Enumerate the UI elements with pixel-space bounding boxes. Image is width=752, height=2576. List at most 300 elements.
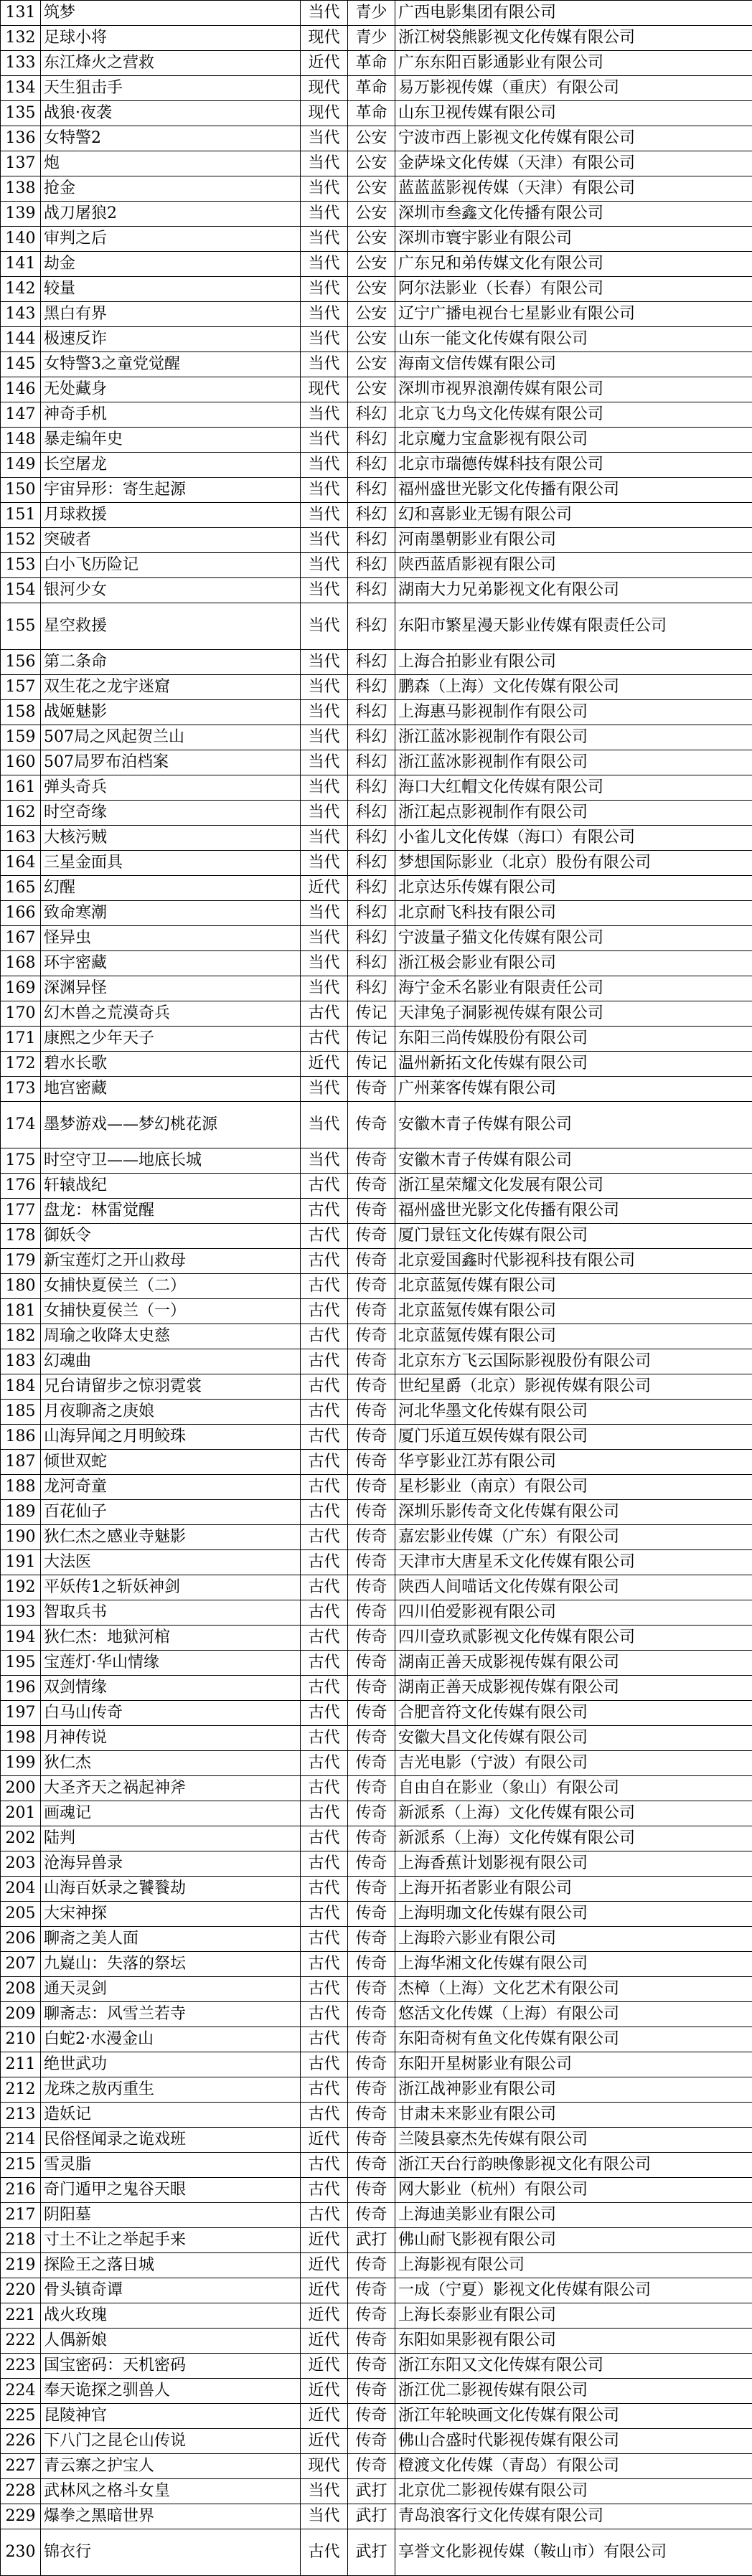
table-row (1, 826, 752, 851)
row-number: 211 (1, 2052, 41, 2077)
era-cell: 近代 (301, 876, 348, 901)
film-title: 龙珠之敖丙重生 (41, 2077, 301, 2103)
film-title: 画魂记 (41, 1801, 301, 1826)
film-title: 幻木兽之荒漠奇兵 (41, 1001, 301, 1027)
row-number: 177 (1, 1199, 41, 1224)
genre-cell: 传奇 (348, 1701, 395, 1726)
era-cell: 古代 (301, 1826, 348, 1851)
genre-cell: 公安 (348, 227, 395, 252)
row-number: 190 (1, 1525, 41, 1550)
company-cell: 厦门乐道互娱传媒有限公司 (395, 1425, 752, 1450)
genre-cell: 传奇 (348, 1274, 395, 1299)
genre-cell: 传奇 (348, 1927, 395, 1952)
table-row (1, 1374, 752, 1400)
genre-cell: 传奇 (348, 1349, 395, 1374)
table-row (1, 1927, 752, 1952)
table-row (1, 1701, 752, 1726)
company-cell: 青岛浪客行文化传媒有限公司 (395, 2504, 752, 2529)
film-title: 沧海异兽录 (41, 1851, 301, 1877)
era-cell: 古代 (301, 2153, 348, 2178)
row-number: 198 (1, 1726, 41, 1751)
film-title: 劫金 (41, 252, 301, 277)
row-number: 193 (1, 1600, 41, 1626)
row-number: 154 (1, 578, 41, 603)
genre-cell: 武打 (348, 2479, 395, 2504)
genre-cell: 传奇 (348, 1400, 395, 1425)
company-cell: 阿尔法影业（长春）有限公司 (395, 277, 752, 302)
row-number: 152 (1, 528, 41, 553)
film-title: 爆拳之黑暗世界 (41, 2504, 301, 2529)
era-cell: 近代 (301, 2303, 348, 2329)
row-number: 229 (1, 2504, 41, 2529)
era-cell: 古代 (301, 1374, 348, 1400)
company-cell: 四川壹玖贰影视文化传媒有限公司 (395, 1626, 752, 1651)
era-cell: 古代 (301, 1425, 348, 1450)
era-cell: 古代 (301, 1299, 348, 1324)
company-cell: 幻和喜影业无锡有限公司 (395, 503, 752, 528)
genre-cell: 传奇 (348, 1199, 395, 1224)
company-cell: 浙江东阳又文化传媒有限公司 (395, 2354, 752, 2379)
table-row (1, 26, 752, 51)
era-cell: 当代 (301, 327, 348, 352)
era-cell: 古代 (301, 1475, 348, 1500)
film-title: 怪异虫 (41, 926, 301, 951)
company-cell: 浙江天台行韵映像影视文化有限公司 (395, 2153, 752, 2178)
era-cell: 古代 (301, 1550, 348, 1575)
genre-cell: 传奇 (348, 1600, 395, 1626)
table-row (1, 2002, 752, 2027)
company-cell: 北京爱国鑫时代影视科技有限公司 (395, 1249, 752, 1274)
genre-cell: 传奇 (348, 1676, 395, 1701)
film-title: 战狼·夜袭 (41, 101, 301, 126)
era-cell: 现代 (301, 101, 348, 126)
company-cell: 杰樟（上海）文化艺术有限公司 (395, 1977, 752, 2002)
film-title: 奉天诡探之驯兽人 (41, 2379, 301, 2404)
era-cell: 当代 (301, 2479, 348, 2504)
company-cell: 天津市大唐星禾文化传媒有限公司 (395, 1550, 752, 1575)
film-title: 507局罗布泊档案 (41, 750, 301, 775)
genre-cell: 传奇 (348, 1425, 395, 1450)
company-cell: 兰陵县豪杰先传媒有限公司 (395, 2128, 752, 2153)
table-row (1, 2203, 752, 2228)
company-cell: 温州新拓文化传媒有限公司 (395, 1052, 752, 1077)
era-cell: 古代 (301, 1877, 348, 1902)
genre-cell: 传奇 (348, 2379, 395, 2404)
era-cell: 当代 (301, 750, 348, 775)
company-cell: 辽宁广播电视台七星影业有限公司 (395, 302, 752, 327)
genre-cell: 科幻 (348, 503, 395, 528)
row-number: 200 (1, 1776, 41, 1801)
table-row (1, 377, 752, 402)
era-cell: 当代 (301, 826, 348, 851)
row-number: 134 (1, 76, 41, 101)
company-cell: 东阳市繁星漫天影业传媒有限责任公司 (395, 603, 752, 650)
table-row (1, 327, 752, 352)
table-row (1, 503, 752, 528)
company-cell: 天津兔子洞影视传媒有限公司 (395, 1001, 752, 1027)
row-number: 216 (1, 2178, 41, 2203)
row-number: 194 (1, 1626, 41, 1651)
genre-cell: 传奇 (348, 1374, 395, 1400)
row-number: 196 (1, 1676, 41, 1701)
era-cell: 古代 (301, 2077, 348, 2103)
row-number: 137 (1, 151, 41, 176)
table-row (1, 901, 752, 926)
company-cell: 上海迪美影业有限公司 (395, 2203, 752, 2228)
film-title: 筑梦 (41, 1, 301, 26)
era-cell: 当代 (301, 151, 348, 176)
row-number: 228 (1, 2479, 41, 2504)
row-number: 163 (1, 826, 41, 851)
table-row (1, 2103, 752, 2128)
genre-cell: 科幻 (348, 478, 395, 503)
table-row (1, 2454, 752, 2479)
genre-cell: 革命 (348, 101, 395, 126)
row-number: 151 (1, 503, 41, 528)
genre-cell: 传记 (348, 1027, 395, 1052)
company-cell: 安徽木青子传媒有限公司 (395, 1102, 752, 1148)
company-cell: 北京耐飞科技有限公司 (395, 901, 752, 926)
era-cell: 当代 (301, 553, 348, 578)
company-cell: 蓝蓝蓝影视传媒（天津）有限公司 (395, 176, 752, 202)
company-cell: 悠活文化传媒（上海）有限公司 (395, 2002, 752, 2027)
table-row (1, 725, 752, 750)
film-title: 暴走编年史 (41, 428, 301, 453)
genre-cell: 科幻 (348, 826, 395, 851)
row-number: 141 (1, 252, 41, 277)
table-row (1, 976, 752, 1001)
era-cell: 当代 (301, 801, 348, 826)
genre-cell: 科幻 (348, 725, 395, 750)
row-number: 215 (1, 2153, 41, 2178)
company-cell: 世纪星爵（北京）影视传媒有限公司 (395, 1374, 752, 1400)
film-title: 天生狙击手 (41, 76, 301, 101)
genre-cell: 传奇 (348, 1726, 395, 1751)
table-row (1, 428, 752, 453)
genre-cell: 武打 (348, 2228, 395, 2253)
company-cell: 浙江战神影业有限公司 (395, 2077, 752, 2103)
company-cell: 新派系（上海）文化传媒有限公司 (395, 1826, 752, 1851)
genre-cell: 传奇 (348, 2354, 395, 2379)
table-row (1, 1851, 752, 1877)
row-number: 174 (1, 1102, 41, 1148)
table-row (1, 2354, 752, 2379)
table-row (1, 2504, 752, 2529)
company-cell: 陕西蓝盾影视有限公司 (395, 553, 752, 578)
film-title: 人偶新娘 (41, 2329, 301, 2354)
company-cell: 享誉文化影视传媒（鞍山市）有限公司 (395, 2529, 752, 2576)
film-title: 时空奇缘 (41, 801, 301, 826)
film-title: 女特警3之童党觉醒 (41, 352, 301, 377)
film-title: 环宇密藏 (41, 951, 301, 976)
table-row (1, 1550, 752, 1575)
row-number: 191 (1, 1550, 41, 1575)
era-cell: 古代 (301, 1600, 348, 1626)
table-row (1, 1249, 752, 1274)
row-number: 136 (1, 126, 41, 151)
genre-cell: 科幻 (348, 750, 395, 775)
row-number: 230 (1, 2529, 41, 2576)
company-cell: 上海合拍影业有限公司 (395, 650, 752, 675)
era-cell: 当代 (301, 302, 348, 327)
genre-cell: 传奇 (348, 1826, 395, 1851)
genre-cell: 传奇 (348, 1475, 395, 1500)
era-cell: 当代 (301, 227, 348, 252)
company-cell: 深圳市视界浪潮传媒有限公司 (395, 377, 752, 402)
film-title: 山海百妖录之饕餮劫 (41, 1877, 301, 1902)
genre-cell: 传奇 (348, 1877, 395, 1902)
table-row (1, 801, 752, 826)
film-title: 狄仁杰 (41, 1751, 301, 1776)
genre-cell: 传记 (348, 1052, 395, 1077)
row-number: 150 (1, 478, 41, 503)
genre-cell: 传奇 (348, 1626, 395, 1651)
row-number: 226 (1, 2429, 41, 2454)
table-row (1, 2027, 752, 2052)
era-cell: 当代 (301, 578, 348, 603)
company-cell: 厦门景钰文化传媒有限公司 (395, 1224, 752, 1249)
row-number: 224 (1, 2379, 41, 2404)
table-row (1, 675, 752, 700)
genre-cell: 公安 (348, 202, 395, 227)
table-row (1, 1224, 752, 1249)
film-title: 康熙之少年天子 (41, 1027, 301, 1052)
genre-cell: 科幻 (348, 675, 395, 700)
film-title: 锦衣行 (41, 2529, 301, 2576)
genre-cell: 传奇 (348, 2153, 395, 2178)
row-number: 143 (1, 302, 41, 327)
table-row (1, 876, 752, 901)
table-row (1, 2153, 752, 2178)
row-number: 197 (1, 1701, 41, 1726)
row-number: 227 (1, 2454, 41, 2479)
genre-cell: 科幻 (348, 951, 395, 976)
era-cell: 现代 (301, 377, 348, 402)
era-cell: 古代 (301, 1349, 348, 1374)
row-number: 169 (1, 976, 41, 1001)
film-title: 地宫密藏 (41, 1077, 301, 1102)
genre-cell: 传奇 (348, 1174, 395, 1199)
row-number: 219 (1, 2253, 41, 2278)
era-cell: 当代 (301, 202, 348, 227)
table-row (1, 2052, 752, 2077)
company-cell: 宁波量子猫文化传媒有限公司 (395, 926, 752, 951)
table-row (1, 1077, 752, 1102)
row-number: 208 (1, 1977, 41, 2002)
row-number: 159 (1, 725, 41, 750)
genre-cell: 传奇 (348, 2303, 395, 2329)
company-cell: 安徽大昌文化传媒有限公司 (395, 1726, 752, 1751)
era-cell: 古代 (301, 1224, 348, 1249)
genre-cell: 革命 (348, 51, 395, 76)
table-row (1, 176, 752, 202)
row-number: 206 (1, 1927, 41, 1952)
table-row (1, 2253, 752, 2278)
film-title: 轩辕战纪 (41, 1174, 301, 1199)
era-cell: 古代 (301, 1927, 348, 1952)
table-row (1, 2379, 752, 2404)
row-number: 156 (1, 650, 41, 675)
film-title: 较量 (41, 277, 301, 302)
company-cell: 北京蓝氪传媒有限公司 (395, 1299, 752, 1324)
table-row (1, 1626, 752, 1651)
table-row (1, 478, 752, 503)
film-title: 月神传说 (41, 1726, 301, 1751)
table-row (1, 202, 752, 227)
film-title: 绝世武功 (41, 2052, 301, 2077)
row-number: 161 (1, 775, 41, 801)
table-row (1, 126, 752, 151)
film-title: 民俗怪闻录之诡戏班 (41, 2128, 301, 2153)
film-title: 百花仙子 (41, 1500, 301, 1525)
film-title: 女特警2 (41, 126, 301, 151)
table-row (1, 151, 752, 176)
era-cell: 当代 (301, 1, 348, 26)
company-cell: 上海香蕉计划影视有限公司 (395, 1851, 752, 1877)
era-cell: 近代 (301, 2128, 348, 2153)
company-cell: 四川伯爱影视有限公司 (395, 1600, 752, 1626)
era-cell: 古代 (301, 1751, 348, 1776)
table-row (1, 1977, 752, 2002)
row-number: 149 (1, 453, 41, 478)
genre-cell: 公安 (348, 277, 395, 302)
era-cell: 当代 (301, 725, 348, 750)
era-cell: 当代 (301, 277, 348, 302)
row-number: 181 (1, 1299, 41, 1324)
era-cell: 当代 (301, 976, 348, 1001)
film-title: 平妖传1之斩妖神剑 (41, 1575, 301, 1600)
table-row (1, 2429, 752, 2454)
genre-cell: 科幻 (348, 876, 395, 901)
film-title: 寸土不让之举起手来 (41, 2228, 301, 2253)
company-cell: 浙江优二影视传媒有限公司 (395, 2379, 752, 2404)
film-title: 阴阳墓 (41, 2203, 301, 2228)
row-number: 142 (1, 277, 41, 302)
table-row (1, 1952, 752, 1977)
era-cell: 古代 (301, 1676, 348, 1701)
company-cell: 上海开拓者影业有限公司 (395, 1877, 752, 1902)
film-title: 女捕快夏侯兰（二） (41, 1274, 301, 1299)
genre-cell: 科幻 (348, 901, 395, 926)
genre-cell: 公安 (348, 126, 395, 151)
company-cell: 合肥音符文化传媒有限公司 (395, 1701, 752, 1726)
era-cell: 古代 (301, 1324, 348, 1349)
row-number: 135 (1, 101, 41, 126)
genre-cell: 传奇 (348, 2203, 395, 2228)
genre-cell: 传奇 (348, 1077, 395, 1102)
film-title: 奇门遁甲之鬼谷天眼 (41, 2178, 301, 2203)
film-title: 三星金面具 (41, 851, 301, 876)
genre-cell: 科幻 (348, 976, 395, 1001)
genre-cell: 科幻 (348, 428, 395, 453)
table-row (1, 851, 752, 876)
company-cell: 浙江年轮映画文化传媒有限公司 (395, 2404, 752, 2429)
table-body (1, 1, 752, 2576)
company-cell: 上海影视有限公司 (395, 2253, 752, 2278)
genre-cell: 科幻 (348, 528, 395, 553)
company-cell: 浙江极会影业有限公司 (395, 951, 752, 976)
table-row (1, 227, 752, 252)
table-row (1, 2303, 752, 2329)
row-number: 209 (1, 2002, 41, 2027)
era-cell: 古代 (301, 2052, 348, 2077)
table-row (1, 51, 752, 76)
genre-cell: 传奇 (348, 2128, 395, 2153)
film-title: 下八门之昆仑山传说 (41, 2429, 301, 2454)
era-cell: 古代 (301, 1249, 348, 1274)
row-number: 225 (1, 2404, 41, 2429)
film-title: 时空守卫——地底长城 (41, 1148, 301, 1174)
company-cell: 一成（宁夏）影视文化传媒有限公司 (395, 2278, 752, 2303)
film-title: 无处藏身 (41, 377, 301, 402)
genre-cell: 传奇 (348, 1148, 395, 1174)
company-cell: 浙江星荣耀文化发展有限公司 (395, 1174, 752, 1199)
era-cell: 古代 (301, 1199, 348, 1224)
film-title: 审判之后 (41, 227, 301, 252)
genre-cell: 科幻 (348, 603, 395, 650)
era-cell: 当代 (301, 851, 348, 876)
film-title: 聊斋之美人面 (41, 1927, 301, 1952)
company-cell: 北京达乐传媒有限公司 (395, 876, 752, 901)
table-row (1, 1651, 752, 1676)
film-title: 银河少女 (41, 578, 301, 603)
company-cell: 湖南正善天成影视传媒有限公司 (395, 1676, 752, 1701)
company-cell: 广东东阳百影通影业有限公司 (395, 51, 752, 76)
row-number: 164 (1, 851, 41, 876)
genre-cell: 科幻 (348, 578, 395, 603)
era-cell: 古代 (301, 1525, 348, 1550)
table-row (1, 926, 752, 951)
film-title: 兄台请留步之惊羽霓裳 (41, 1374, 301, 1400)
era-cell: 近代 (301, 2354, 348, 2379)
film-title: 通天灵剑 (41, 1977, 301, 2002)
era-cell: 近代 (301, 2278, 348, 2303)
company-cell: 浙江蓝冰影视制作有限公司 (395, 750, 752, 775)
era-cell: 古代 (301, 1450, 348, 1475)
row-number: 162 (1, 801, 41, 826)
company-cell: 北京蓝氪传媒有限公司 (395, 1324, 752, 1349)
row-number: 131 (1, 1, 41, 26)
genre-cell: 科幻 (348, 402, 395, 428)
genre-cell: 传奇 (348, 1651, 395, 1676)
company-cell: 福州盛世光影文化传播有限公司 (395, 478, 752, 503)
era-cell: 当代 (301, 453, 348, 478)
company-cell: 自由自在影业（象山）有限公司 (395, 1776, 752, 1801)
era-cell: 古代 (301, 2027, 348, 2052)
row-number: 180 (1, 1274, 41, 1299)
era-cell: 当代 (301, 675, 348, 700)
genre-cell: 传奇 (348, 2178, 395, 2203)
era-cell: 古代 (301, 1776, 348, 1801)
table-row (1, 1575, 752, 1600)
film-title: 双生花之龙宇迷窟 (41, 675, 301, 700)
row-number: 166 (1, 901, 41, 926)
genre-cell: 革命 (348, 76, 395, 101)
row-number: 179 (1, 1249, 41, 1274)
company-cell: 东阳开星树影业有限公司 (395, 2052, 752, 2077)
company-cell: 海口大红帽文化传媒有限公司 (395, 775, 752, 801)
row-number: 153 (1, 553, 41, 578)
company-cell: 佛山耐飞影视有限公司 (395, 2228, 752, 2253)
row-number: 173 (1, 1077, 41, 1102)
table-row (1, 650, 752, 675)
table-row (1, 1299, 752, 1324)
era-cell: 当代 (301, 352, 348, 377)
company-cell: 广东兄和弟传媒文化有限公司 (395, 252, 752, 277)
company-cell: 上海聆六影业有限公司 (395, 1927, 752, 1952)
row-number: 165 (1, 876, 41, 901)
film-title: 战姬魅影 (41, 700, 301, 725)
